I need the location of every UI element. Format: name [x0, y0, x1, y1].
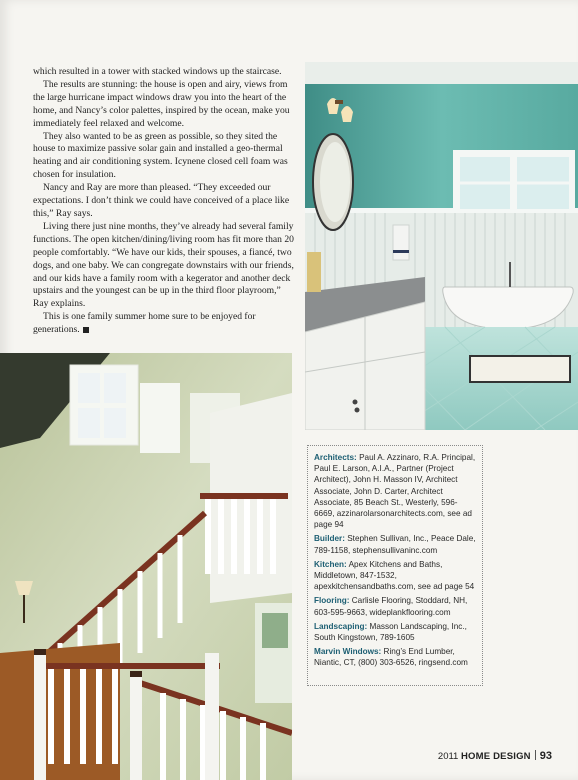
- bathroom-photo: [305, 62, 578, 430]
- credit-text: Apex Kitchens and Baths, Middletown, 847-1532, apexkitchensandbaths.com, see ad page 54: [314, 559, 475, 592]
- credit-role: Builder:: [314, 534, 345, 544]
- end-of-article-mark: [83, 327, 89, 333]
- footer-magazine-name: HOME DESIGN: [460, 751, 531, 762]
- credit-builder: [314, 533, 476, 555]
- article-paragraph-text: This is one family summer home sure to be enjoyed for generations.: [33, 311, 256, 336]
- credit-role: Architects:: [314, 453, 357, 462]
- page-footer: [438, 750, 552, 762]
- credit-text: Ring’s End Lumber, Niantic, CT, (800) 303-6526, ringsend.com: [314, 647, 468, 668]
- footer-divider: [535, 750, 536, 760]
- credit-text: Carlisle Flooring, Stoddard, NH, 603-595-9663, wideplankflooring.com: [314, 596, 468, 617]
- article-paragraph: They also wanted to be as green as possible, so they sited the house to maximize passive solar gain and installed a geo-thermal heating and air conditioning system. Icynene closed cell foam was chosen for insulation.: [33, 130, 288, 181]
- credit-role: Landscaping:: [314, 621, 368, 631]
- credit-kitchen: [314, 559, 476, 593]
- article-paragraph: Living there just nine months, they’ve already had several family functions. The open kitchen/dining/living room has fit more than 20 people comfortably. “We have our kids, their spouses, a fiancé, two dogs, and one baby. We can congregate downstairs with our friends, and our kids have a family room with a kegerator and another deck upstairs and the youngest can be up in the third floor playroom,” Ray explains.: [33, 220, 294, 310]
- credit-role: Marvin Windows:: [314, 647, 382, 657]
- credit-role: Flooring:: [314, 596, 350, 606]
- article-paragraph: Nancy and Ray are more than pleased. “They exceeded our expectations. I don’t think we could have conceived of a place like this,” Ray says.: [33, 182, 290, 219]
- credit-architects: [314, 452, 476, 530]
- credit-text: Masson Landscaping, Inc., South Kingstown, 789-1605: [314, 621, 467, 643]
- article-body: [33, 66, 295, 337]
- credit-flooring: [314, 595, 476, 617]
- credit-role: Kitchen:: [314, 559, 347, 569]
- page-number: 93: [539, 750, 552, 762]
- credit-windows: [314, 646, 476, 668]
- article-paragraph-last: [33, 311, 295, 337]
- article-paragraph: which resulted in a tower with stacked windows up the staircase.: [33, 66, 282, 77]
- credit-text: Stephen Sullivan, Inc., Peace Dale, 789-1158, stephensullivaninc.com: [314, 534, 476, 555]
- credit-text: Paul A. Azzinaro, R.A. Principal, Paul E. Larson, A.I.A., Partner (Project Architect), John H. Masson IV, Architect Associate, John D. Carter, Architect Associate, 85 Beach St., Westerly, 596-6669, azzinarolarsonarchitects.com, see ad page 94: [314, 453, 476, 530]
- footer-year: 2011: [437, 751, 459, 762]
- credits-sidebar: [307, 445, 483, 686]
- staircase-photo: [0, 353, 292, 780]
- article-paragraph: The results are stunning: the house is open and airy, views from the large hurricane impact windows draw you into the heart of the home, and Nancy’s color palettes, inspired by the ocean, make you immediately feel relaxed and welcome.: [33, 78, 290, 129]
- credit-landscaping: [314, 621, 476, 643]
